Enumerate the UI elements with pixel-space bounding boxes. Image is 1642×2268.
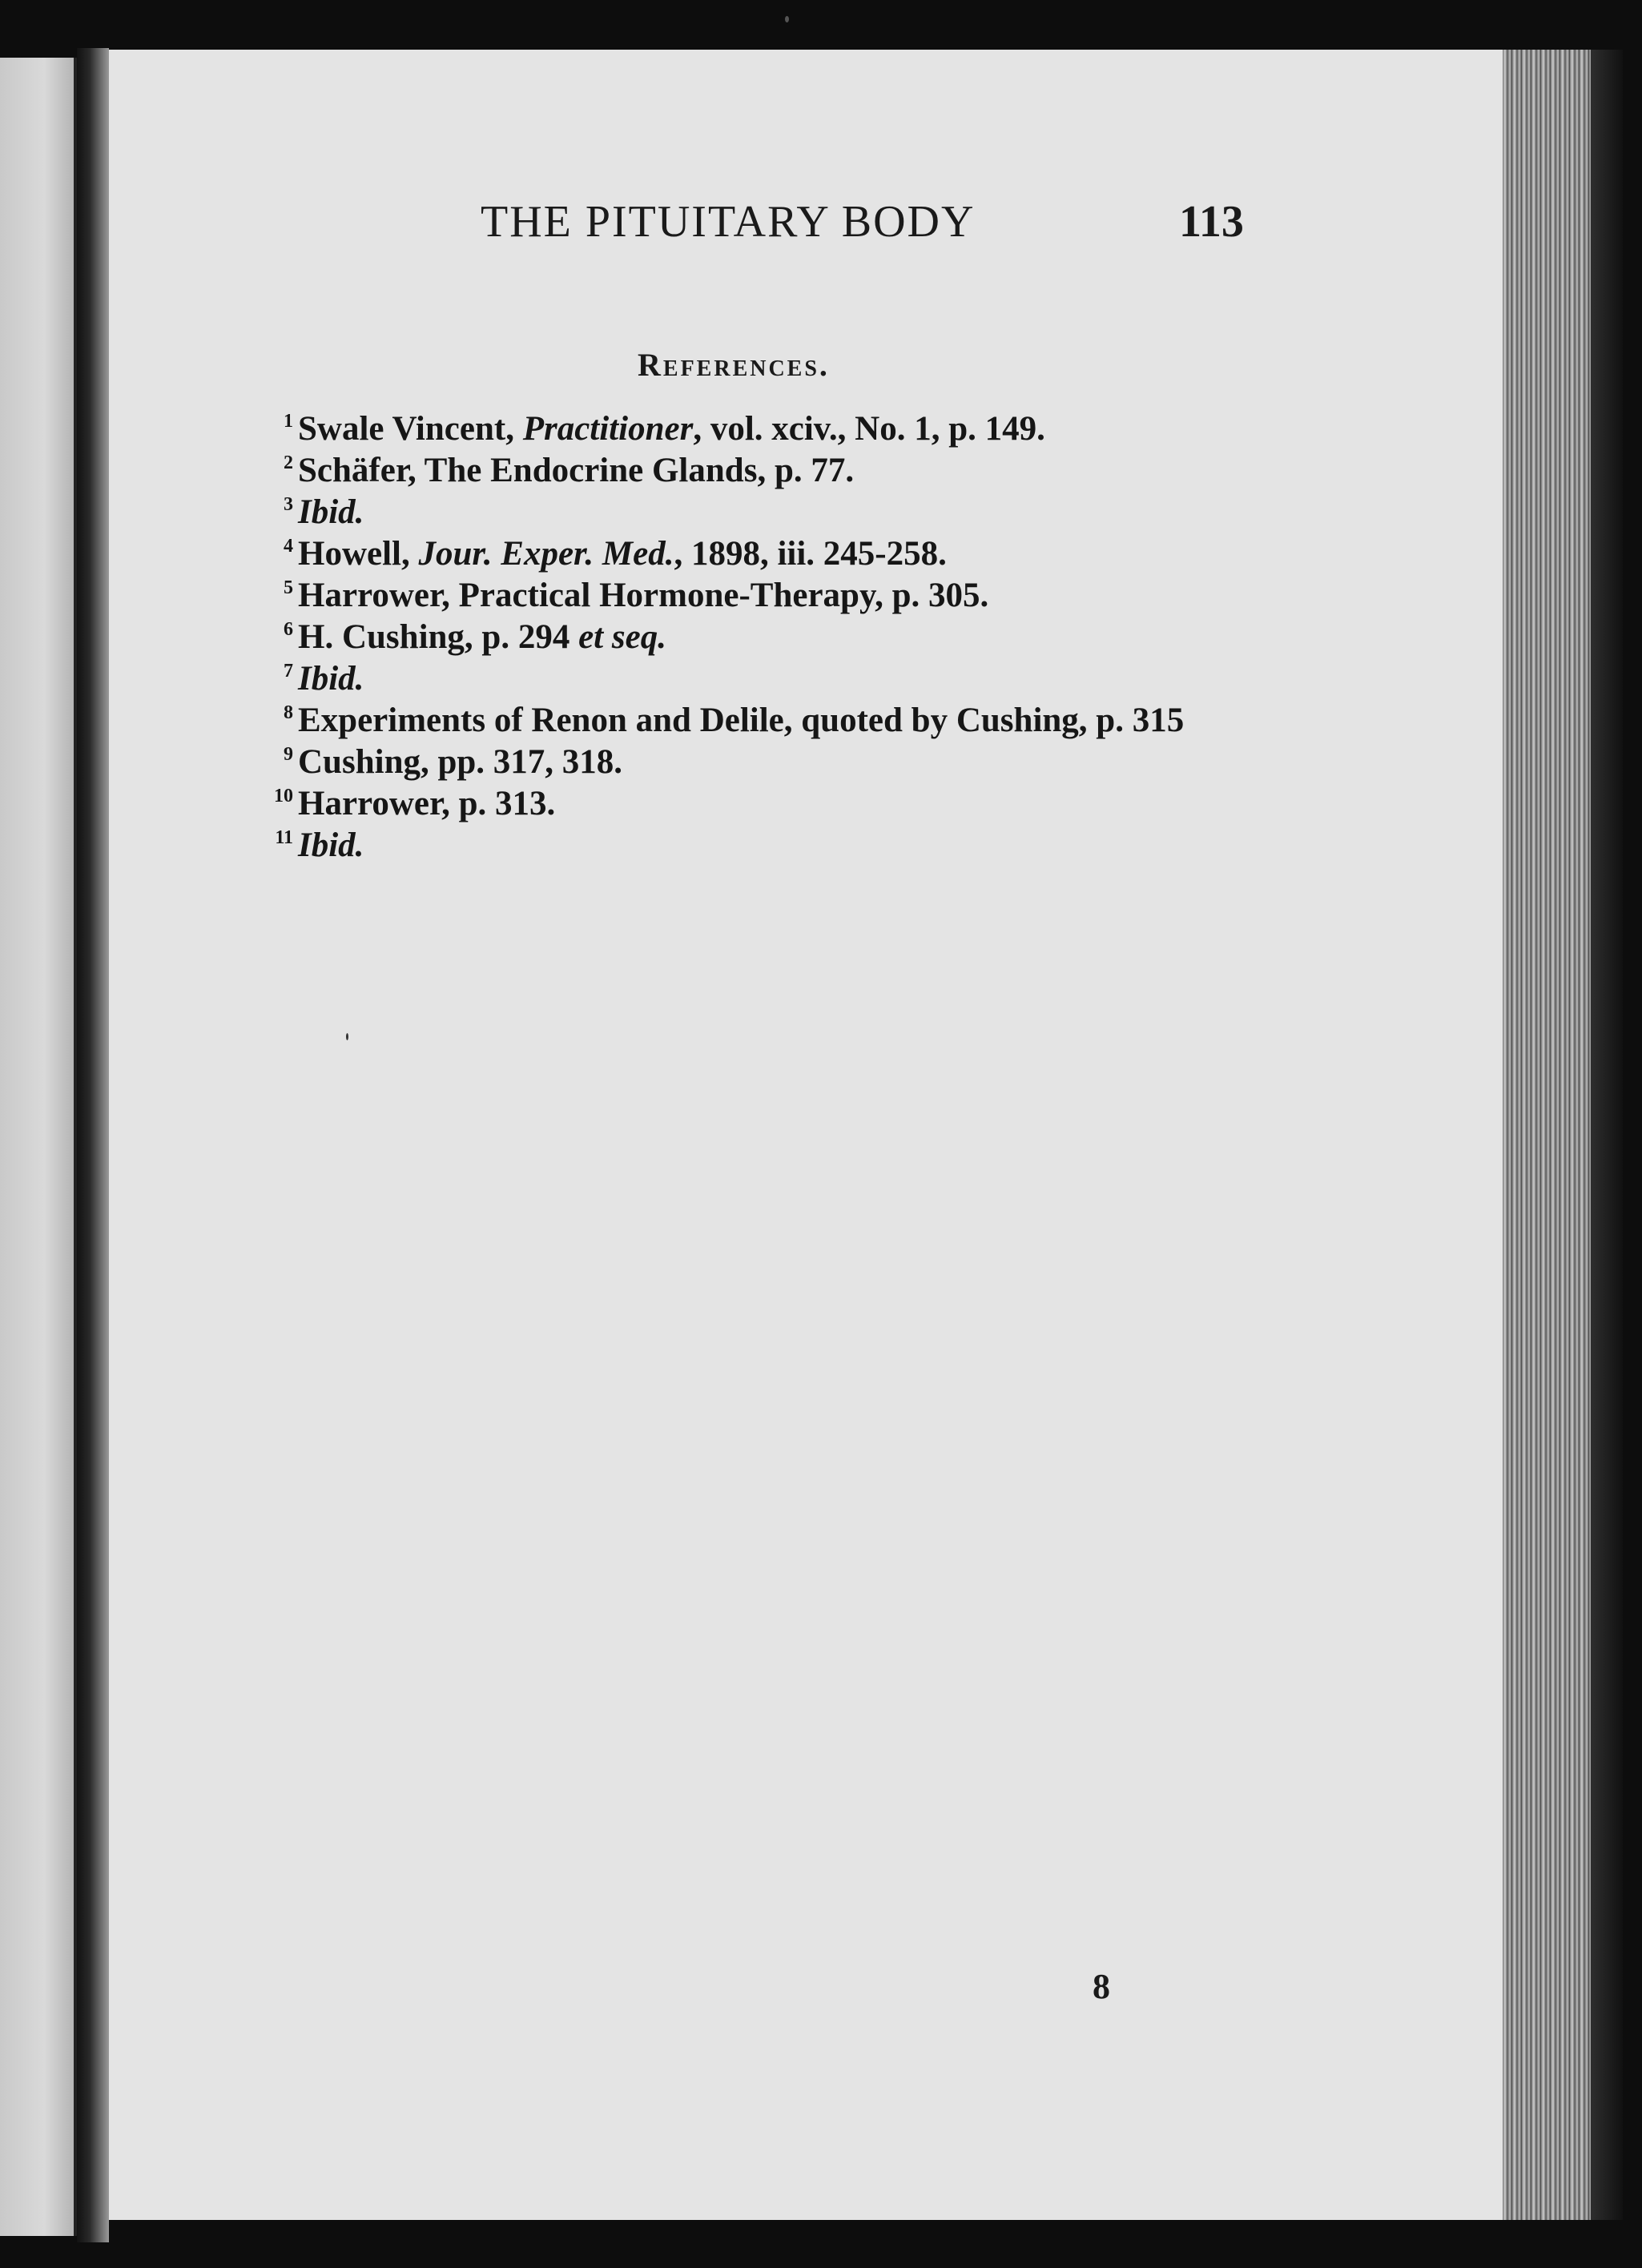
reference-number: 5 <box>284 577 293 598</box>
reference-item <box>255 825 1296 867</box>
page-number: 113 <box>1179 197 1244 247</box>
reference-item <box>255 408 1296 450</box>
reference-number: 9 <box>284 744 293 765</box>
reference-text: Ibid. <box>298 660 364 698</box>
reference-number: 10 <box>274 786 293 806</box>
running-title: THE PITUITARY BODY <box>481 197 976 247</box>
reference-item <box>255 575 1296 617</box>
reference-number: 4 <box>284 536 293 557</box>
reference-number: 3 <box>284 494 293 515</box>
reference-text: Harrower, p. 313. <box>298 785 556 822</box>
reference-item <box>255 492 1296 533</box>
reference-number: 11 <box>275 827 293 848</box>
reference-item <box>255 742 1296 783</box>
references-heading: References. <box>638 347 830 383</box>
reference-number: 8 <box>284 702 293 723</box>
reference-number: 7 <box>284 661 293 682</box>
book-gutter <box>77 48 109 2242</box>
reference-text: Experiments of Renon and Delile, quoted by Cushing, p. 315 <box>298 702 1185 739</box>
reference-text: H. Cushing, p. 294 et seq. <box>298 618 666 656</box>
print-speck <box>346 1033 348 1040</box>
reference-number: 6 <box>284 619 293 640</box>
reference-text: Howell, Jour. Exper. Med., 1898, iii. 245-258. <box>298 535 947 573</box>
reference-text: Schäfer, The Endocrine Glands, p. 77. <box>298 452 855 489</box>
reference-item <box>255 450 1296 492</box>
reference-text: Harrower, Practical Hormone-Therapy, p. 305. <box>298 577 989 614</box>
reference-text: Ibid. <box>298 493 364 531</box>
reference-text: Cushing, pp. 317, 318. <box>298 743 623 781</box>
reference-number: 2 <box>284 452 293 473</box>
facing-page-edge <box>0 58 77 2236</box>
reference-number: 1 <box>284 411 293 432</box>
reference-text: Ibid. <box>298 826 364 864</box>
reference-item <box>255 700 1296 742</box>
reference-item <box>255 658 1296 700</box>
references-list <box>255 408 1296 867</box>
page-fore-edge <box>1503 50 1623 2220</box>
reference-item <box>255 783 1296 825</box>
reference-item <box>255 617 1296 658</box>
reference-item <box>255 533 1296 575</box>
signature-mark: 8 <box>1093 1967 1110 2006</box>
print-speck <box>785 16 789 22</box>
reference-text: Swale Vincent, Practitioner, vol. xciv., No. 1, p. 149. <box>298 410 1045 448</box>
